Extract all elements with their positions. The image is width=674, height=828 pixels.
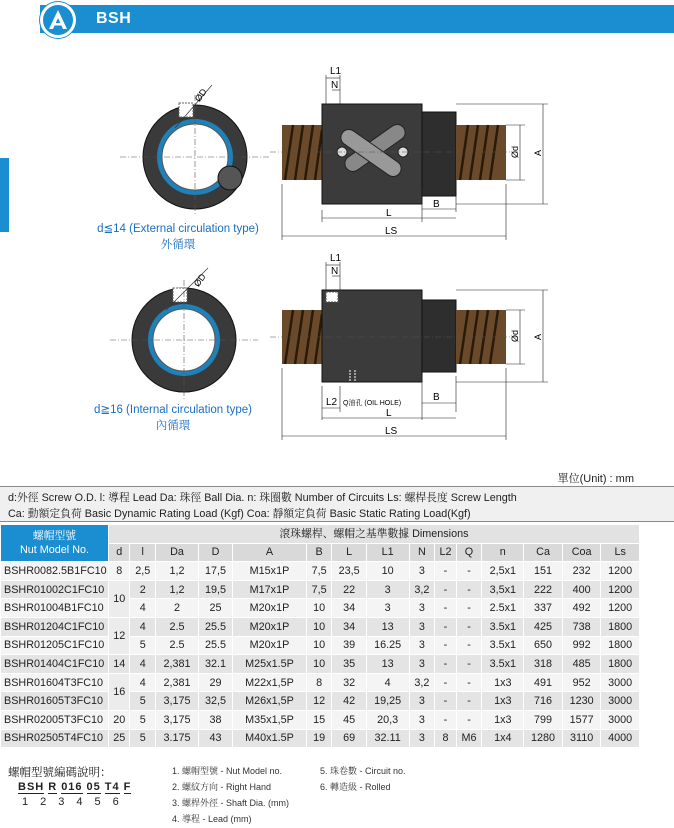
table-row	[1, 580, 640, 599]
code-note: 6. 轉造級 - Rolled	[320, 782, 391, 792]
cell-d: 32,5	[198, 692, 232, 711]
cell-d: 25.5	[198, 636, 232, 655]
model-header-en: Nut Model No.	[19, 544, 89, 557]
cell-l: 4	[130, 599, 156, 618]
table-row	[1, 599, 640, 618]
cell-d: 8	[109, 562, 130, 581]
cell-n: 3	[409, 729, 435, 748]
cell-da: 2	[156, 599, 199, 618]
label-L1-bottom: L1	[330, 253, 342, 264]
caption-internal-cn: 內循環	[155, 420, 191, 432]
cell-l: 34	[332, 617, 366, 636]
cell-q: -	[456, 673, 482, 692]
legend-box	[0, 486, 674, 522]
code-number: 2	[40, 796, 47, 808]
cell-ls: 1200	[601, 562, 640, 581]
code-parts	[18, 781, 135, 794]
label-B-top: B	[433, 199, 440, 210]
cell-q: -	[456, 562, 482, 581]
cell-da: 3,175	[156, 692, 199, 711]
cell-ls: 1800	[601, 636, 640, 655]
code-note: 2. 螺紋方向 - Right Hand	[172, 782, 272, 792]
table-row	[1, 617, 640, 636]
cell-b: 10	[306, 617, 332, 636]
cell-d: 25.5	[198, 617, 232, 636]
cell-ca: 1280	[524, 729, 563, 748]
label-L1-top: L1	[330, 66, 342, 77]
cell-ls: 1200	[601, 599, 640, 618]
brand-logo	[40, 2, 76, 38]
code-notes-left	[172, 763, 289, 827]
table-row	[1, 710, 640, 729]
cell-ls: 1800	[601, 655, 640, 674]
cell-l2: -	[435, 580, 456, 599]
cell-l: 4	[130, 655, 156, 674]
cell-b: 10	[306, 655, 332, 674]
cell-n: 1x3	[482, 673, 524, 692]
column-header: Q	[456, 543, 482, 562]
cell-l: 34	[332, 599, 366, 618]
cell-coa: 992	[562, 636, 601, 655]
model-header	[1, 525, 109, 562]
cell-ls: 1800	[601, 617, 640, 636]
cell-l1: 4	[366, 673, 409, 692]
cell-q: -	[456, 636, 482, 655]
cell-q: -	[456, 617, 482, 636]
label-L-top: L	[386, 208, 392, 219]
cell-l1: 10	[366, 562, 409, 581]
cell-n: 3.5x1	[482, 617, 524, 636]
side-view-internal	[270, 290, 520, 382]
cell-l1: 3	[366, 599, 409, 618]
cell-a: M35x1,5P	[233, 710, 307, 729]
cell-q: -	[456, 692, 482, 711]
table-row	[1, 655, 640, 674]
cell-da: 2,381	[156, 673, 199, 692]
cell-l: 23,5	[332, 562, 366, 581]
cell-ls: 3000	[601, 710, 640, 729]
unit-label: 單位(Unit) : mm	[557, 473, 634, 485]
code-part: T4	[104, 781, 120, 793]
cell-n: 3,2	[409, 673, 435, 692]
column-header: l	[130, 543, 156, 562]
cell-d: 19,5	[198, 580, 232, 599]
page-title: BSH	[96, 10, 132, 27]
cell-d: 20	[109, 710, 130, 729]
cell-n: 1x3	[482, 692, 524, 711]
cell-l1: 32.11	[366, 729, 409, 748]
cell-d: 43	[198, 729, 232, 748]
legend-line-1: d:外徑 Screw O.D. l: 導程 Lead Da: 珠徑 Ball Dia. n: 珠圈數 Number of Circuits Ls: 螺桿長度 Screw Length	[8, 492, 517, 504]
legend-line-2: Ca: 動額定負荷 Basic Dynamic Rating Load (Kgf) Coa: 靜額定負荷 Basic Static Rating Load(Kgf)	[8, 508, 471, 520]
code-notes-right	[320, 763, 406, 795]
cell-d: 25	[198, 599, 232, 618]
column-header: L2	[435, 543, 456, 562]
cell-l2: -	[435, 617, 456, 636]
cell-l1: 13	[366, 655, 409, 674]
cell-da: 2.5	[156, 636, 199, 655]
table-row	[1, 562, 640, 581]
cell-ls: 3000	[601, 692, 640, 711]
code-part: R	[48, 781, 58, 793]
cell-q: M6	[456, 729, 482, 748]
cell-l1: 19,25	[366, 692, 409, 711]
cell-ca: 425	[524, 617, 563, 636]
label-N-top: N	[331, 80, 339, 91]
cell-l: 32	[332, 673, 366, 692]
code-number: 6	[112, 796, 119, 808]
cell-l2: 8	[435, 729, 456, 748]
cell-q: -	[456, 655, 482, 674]
cell-ls: 1200	[601, 580, 640, 599]
label-N-bottom: N	[331, 266, 339, 277]
cell-coa: 492	[562, 599, 601, 618]
table-row	[1, 673, 640, 692]
label-B-bottom: B	[433, 392, 440, 403]
column-header: n	[482, 543, 524, 562]
cell-b: 12	[306, 692, 332, 711]
label-D-top: ØD	[192, 86, 209, 104]
cell-d: 17,5	[198, 562, 232, 581]
cell-n: 2,5x1	[482, 562, 524, 581]
cell-a: M26x1,5P	[233, 692, 307, 711]
label-LS-top: LS	[385, 226, 398, 237]
cell-l1: 13	[366, 617, 409, 636]
cell-da: 3,175	[156, 710, 199, 729]
code-note: 4. 導程 - Lead (mm)	[172, 814, 252, 824]
column-header: D	[198, 543, 232, 562]
table-row	[1, 692, 640, 711]
cell-l: 22	[332, 580, 366, 599]
spec-table	[0, 524, 640, 748]
cell-l: 39	[332, 636, 366, 655]
cell-coa: 952	[562, 673, 601, 692]
caption-internal: d≧16 (Internal circulation type)	[94, 404, 252, 416]
caption-external: d≦14 (External circulation type)	[97, 223, 259, 235]
cell-n: 3	[409, 710, 435, 729]
side-view-external	[270, 104, 520, 204]
cell-l2: -	[435, 692, 456, 711]
cell-da: 1,2	[156, 562, 199, 581]
cell-coa: 485	[562, 655, 601, 674]
cell-l2: -	[435, 673, 456, 692]
cell-ca: 650	[524, 636, 563, 655]
cell-d: 16	[109, 673, 130, 710]
cell-ca: 716	[524, 692, 563, 711]
label-L-bottom: L	[386, 408, 392, 419]
dimensions-header: 滾珠螺桿、螺帽之基準數據 Dimensions	[109, 525, 640, 544]
cell-n: 1x3	[482, 710, 524, 729]
cell-l: 5	[130, 636, 156, 655]
cell-n: 3	[409, 617, 435, 636]
cell-d: 12	[109, 617, 130, 654]
cell-b: 10	[306, 599, 332, 618]
column-header: A	[233, 543, 307, 562]
cell-ca: 222	[524, 580, 563, 599]
column-header: Ls	[601, 543, 640, 562]
front-view-internal	[110, 268, 258, 400]
model-cell: BSHR01404C1FC10	[1, 655, 109, 674]
cell-a: M20x1P	[233, 617, 307, 636]
code-title: 螺帽型號編碼說明：	[8, 767, 112, 779]
code-number: 3	[58, 796, 65, 808]
caption-external-cn: 外循環	[160, 239, 196, 251]
code-numbers	[22, 796, 131, 808]
cell-b: 7,5	[306, 562, 332, 581]
cell-n: 3,5x1	[482, 580, 524, 599]
label-D-bottom: ØD	[191, 271, 208, 289]
cell-d: 29	[198, 673, 232, 692]
cell-l: 42	[332, 692, 366, 711]
model-header-cn: 螺帽型號	[32, 530, 77, 543]
cell-n: 3.5x1	[482, 636, 524, 655]
code-number: 5	[94, 796, 101, 808]
code-part: BSH	[18, 781, 45, 793]
cell-l1: 16.25	[366, 636, 409, 655]
cell-n: 3	[409, 599, 435, 618]
cell-coa: 738	[562, 617, 601, 636]
column-header: B	[306, 543, 332, 562]
cell-l2: -	[435, 636, 456, 655]
model-cell: BSHR0082.5B1FC10	[1, 562, 109, 581]
model-cell: BSHR01002C1FC10	[1, 580, 109, 599]
model-cell: BSHR01004B1FC10	[1, 599, 109, 618]
cell-n: 2.5x1	[482, 599, 524, 618]
logo-mark-icon	[43, 5, 73, 35]
cell-b: 8	[306, 673, 332, 692]
cell-da: 3.175	[156, 729, 199, 748]
code-note: 3. 螺桿外徑 - Shaft Dia. (mm)	[172, 798, 290, 808]
cell-l: 45	[332, 710, 366, 729]
model-cell: BSHR01604T3FC10	[1, 673, 109, 692]
cell-a: M25x1.5P	[233, 655, 307, 674]
cell-b: 15	[306, 710, 332, 729]
cell-d: 32.1	[198, 655, 232, 674]
code-number: 4	[76, 796, 83, 808]
cell-d: 14	[109, 655, 130, 674]
cell-l2: -	[435, 710, 456, 729]
cell-coa: 1577	[562, 710, 601, 729]
cell-ca: 337	[524, 599, 563, 618]
spec-table-body	[1, 562, 640, 748]
label-oil-hole: Q油孔 (OIL HOLE)	[343, 400, 402, 407]
label-A-bottom: A	[533, 333, 543, 340]
cell-d: 38	[198, 710, 232, 729]
cell-l1: 20,3	[366, 710, 409, 729]
cell-n: 3,2	[409, 580, 435, 599]
cell-a: M17x1P	[233, 580, 307, 599]
cell-l: 35	[332, 655, 366, 674]
header-bar	[40, 5, 674, 33]
column-header: Da	[156, 543, 199, 562]
cell-ls: 3000	[601, 673, 640, 692]
cell-n: 3	[409, 655, 435, 674]
cell-ls: 4000	[601, 729, 640, 748]
cell-a: M15x1P	[233, 562, 307, 581]
cell-a: M20x1P	[233, 636, 307, 655]
cell-a: M40x1.5P	[233, 729, 307, 748]
cell-d: 10	[109, 580, 130, 617]
code-note: 5. 珠卷數 - Circuit no.	[320, 766, 406, 776]
table-row	[1, 729, 640, 748]
cell-coa: 400	[562, 580, 601, 599]
cell-da: 1,2	[156, 580, 199, 599]
cell-l: 5	[130, 710, 156, 729]
cell-n: 1x4	[482, 729, 524, 748]
model-cell: BSHR01204C1FC10	[1, 617, 109, 636]
cell-l: 2	[130, 580, 156, 599]
cell-l1: 3	[366, 580, 409, 599]
cell-n: 3	[409, 636, 435, 655]
cell-l: 5	[130, 692, 156, 711]
cell-b: 19	[306, 729, 332, 748]
model-cell: BSHR01205C1FC10	[1, 636, 109, 655]
cell-coa: 3110	[562, 729, 601, 748]
column-header: N	[409, 543, 435, 562]
cell-l: 69	[332, 729, 366, 748]
code-part: F	[123, 781, 132, 793]
label-A-top: A	[533, 149, 543, 156]
cell-q: -	[456, 710, 482, 729]
code-part: 05	[86, 781, 101, 793]
column-header: Coa	[562, 543, 601, 562]
cell-coa: 232	[562, 562, 601, 581]
model-cell: BSHR01605T3FC10	[1, 692, 109, 711]
column-header: Ca	[524, 543, 563, 562]
cell-q: -	[456, 580, 482, 599]
cell-b: 7,5	[306, 580, 332, 599]
code-note: 1. 螺帽型號 - Nut Model no.	[172, 766, 283, 776]
cell-ca: 799	[524, 710, 563, 729]
column-header: L1	[366, 543, 409, 562]
cell-da: 2,381	[156, 655, 199, 674]
cell-l: 4	[130, 617, 156, 636]
column-header: L	[332, 543, 366, 562]
cell-n: 3	[409, 692, 435, 711]
label-d-top: Ød	[510, 145, 520, 158]
cell-ca: 491	[524, 673, 563, 692]
label-LS-bottom: LS	[385, 426, 398, 437]
cell-b: 10	[306, 636, 332, 655]
cell-n: 3.5x1	[482, 655, 524, 674]
cell-ca: 318	[524, 655, 563, 674]
table-row	[1, 636, 640, 655]
column-header: d	[109, 543, 130, 562]
cell-d: 25	[109, 729, 130, 748]
cell-a: M20x1P	[233, 599, 307, 618]
cell-l2: -	[435, 599, 456, 618]
model-cell: BSHR02005T3FC10	[1, 710, 109, 729]
model-cell: BSHR02505T4FC10	[1, 729, 109, 748]
cell-q: -	[456, 599, 482, 618]
code-part: 016	[61, 781, 83, 793]
cell-a: M22x1,5P	[233, 673, 307, 692]
label-d-bottom: Ød	[510, 329, 520, 342]
cell-da: 2.5	[156, 617, 199, 636]
cell-ca: 151	[524, 562, 563, 581]
cell-coa: 1230	[562, 692, 601, 711]
label-L2-bottom: L2	[326, 397, 338, 408]
cell-l2: -	[435, 562, 456, 581]
cell-n: 3	[409, 562, 435, 581]
cell-l: 4	[130, 673, 156, 692]
cell-l: 5	[130, 729, 156, 748]
cell-l2: -	[435, 655, 456, 674]
cell-l: 2,5	[130, 562, 156, 581]
front-view-external	[120, 85, 270, 215]
code-number: 1	[22, 796, 29, 808]
